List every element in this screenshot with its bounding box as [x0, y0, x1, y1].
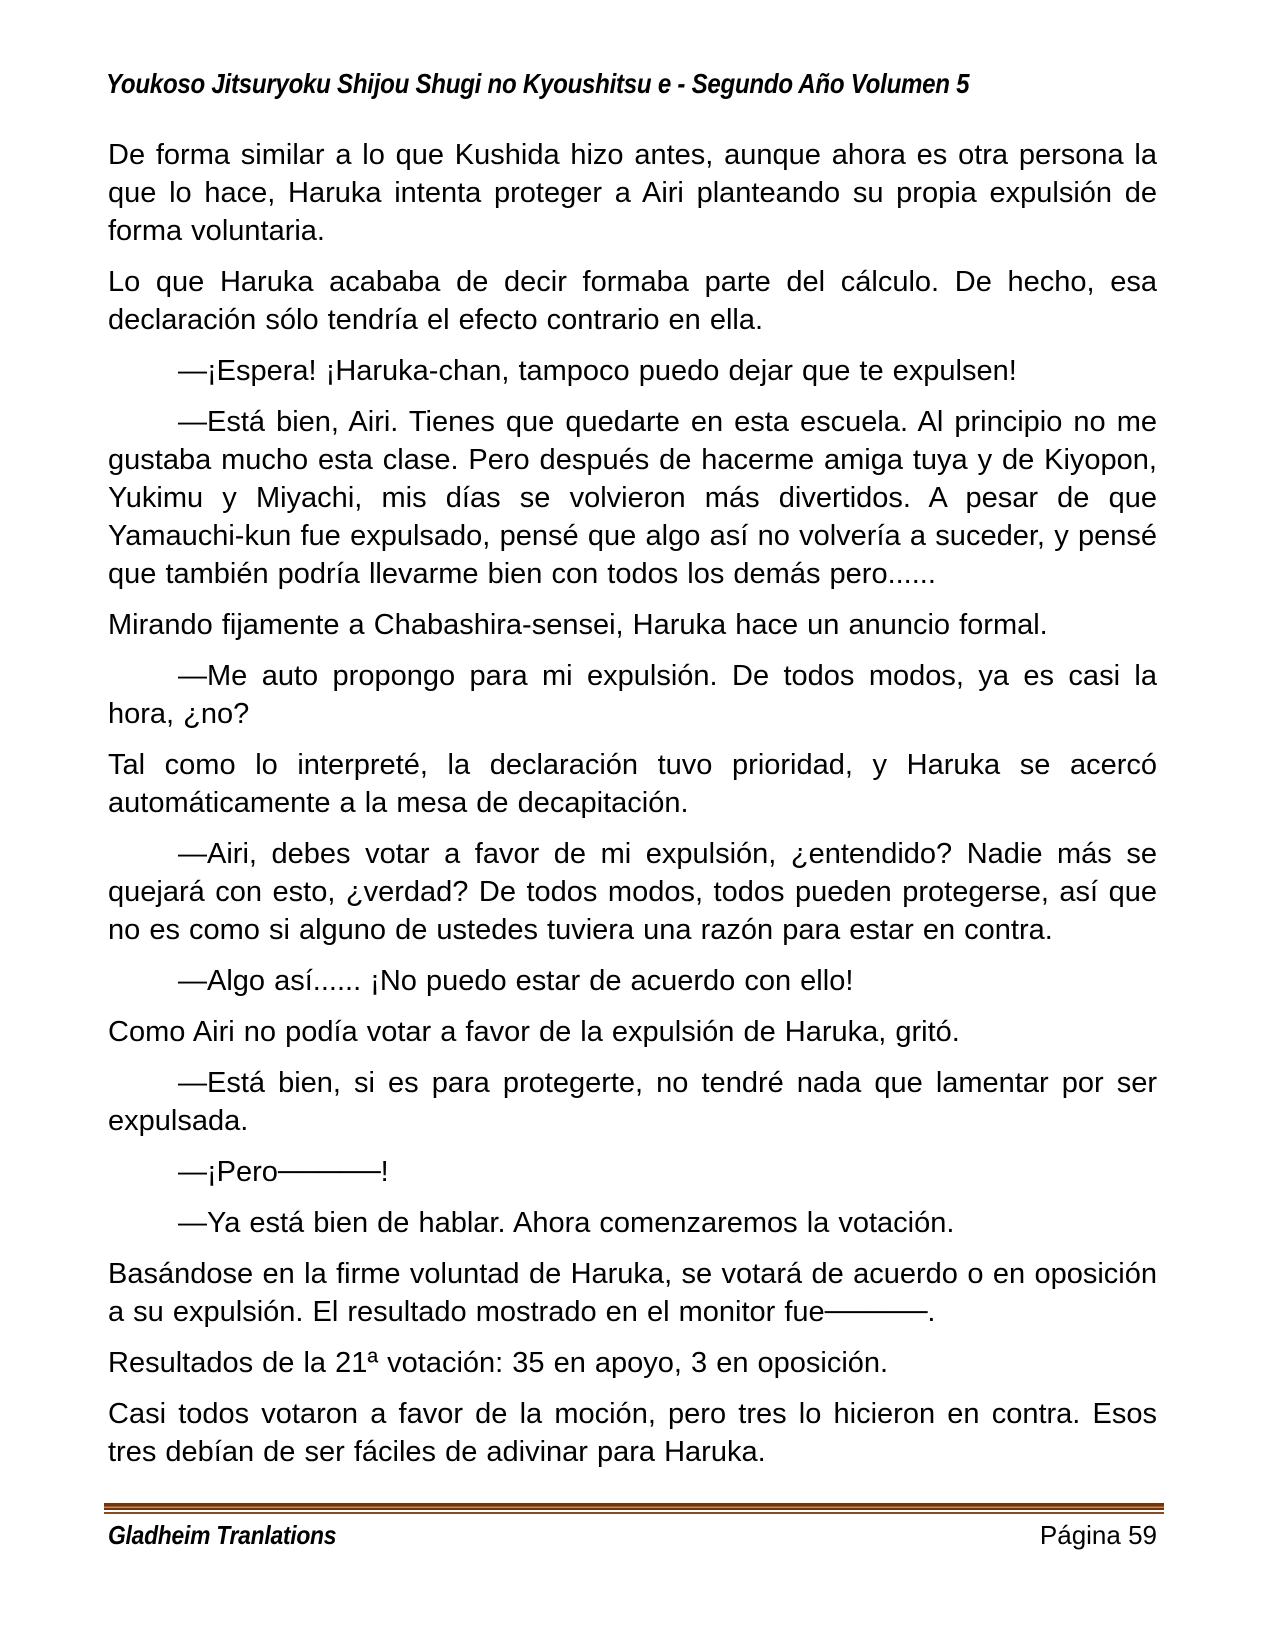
paragraph: —¡Espera! ¡Haruka-chan, tampoco puedo dejar que te expulsen! — [178, 355, 1017, 387]
paragraph: Mirando fijamente a Chabashira-sensei, Haruka hace un anuncio formal. — [108, 609, 1048, 641]
paragraph: De forma similar a lo que Kushida hizo antes, aunque ahora es otra persona la que lo hace, Haruka intenta proteger a Airi planteando su propia expulsión de forma voluntaria. — [108, 139, 1157, 247]
page-number: Página 59 — [1039, 1520, 1157, 1550]
page-footer — [108, 1520, 1157, 1551]
paragraph: —Ya está bien de hablar. Ahora comenzaremos la votación. — [178, 1207, 955, 1239]
paragraph: —Está bien, Airi. Tienes que quedarte en esta escuela. Al principio no me gustaba mucho esta clase. Pero después de hacerme amiga tuya y de Kiyopon, Yukimu y Miyachi, mis días se volvieron más divertidos. A pesar de que Yamauchi-kun fue expulsado, pensé que algo así no volvería a suceder, y pensé que también podría llevarme bien con todos los demás pero...... — [108, 406, 1157, 590]
paragraph: Resultados de la 21ª votación: 35 en apoyo, 3 en oposición. — [108, 1347, 889, 1379]
page-header-title: Youkoso Jitsuryoku Shijou Shugi no Kyoushitsu e - Segundo Año Volumen 5 — [106, 68, 970, 99]
paragraph: Tal como lo interpreté, la declaración tuvo prioridad, y Haruka se acercó automáticamente a la mesa de decapitación. — [108, 749, 1157, 819]
paragraph: —¡Pero─────! — [178, 1156, 389, 1188]
paragraph: —Algo así...... ¡No puedo estar de acuerdo con ello! — [178, 965, 854, 997]
footer-divider-thin-line — [104, 1512, 1164, 1514]
paragraph: Lo que Haruka acababa de decir formaba parte del cálculo. De hecho, esa declaración sólo tendría el efecto contrario en ella. — [108, 266, 1157, 336]
paragraph: Basándose en la firme voluntad de Haruka, se votará de acuerdo o en oposición a su expulsión. El resultado mostrado en el monitor fue─────. — [108, 1258, 1157, 1328]
paragraph: Como Airi no podía votar a favor de la expulsión de Haruka, gritó. — [108, 1016, 960, 1048]
paragraph: —Está bien, si es para protegerte, no tendré nada que lamentar por ser expulsada. — [108, 1067, 1157, 1137]
document-body — [108, 136, 1157, 1484]
translator-credit: Gladheim Tranlations — [108, 1520, 337, 1550]
paragraph: Casi todos votaron a favor de la moción, pero tres lo hicieron en contra. Esos tres debían de ser fáciles de adivinar para Haruka. — [108, 1398, 1157, 1468]
paragraph: —Me auto propongo para mi expulsión. De todos modos, ya es casi la hora, ¿no? — [108, 660, 1157, 730]
paragraph: —Airi, debes votar a favor de mi expulsión, ¿entendido? Nadie más se quejará con esto, ¿verdad? De todos modos, todos pueden protegerse, así que no es como si alguno de ustedes tuviera una razón para estar en contra. — [108, 838, 1157, 946]
footer-divider-thick-line — [104, 1503, 1164, 1510]
footer-divider — [104, 1503, 1164, 1514]
